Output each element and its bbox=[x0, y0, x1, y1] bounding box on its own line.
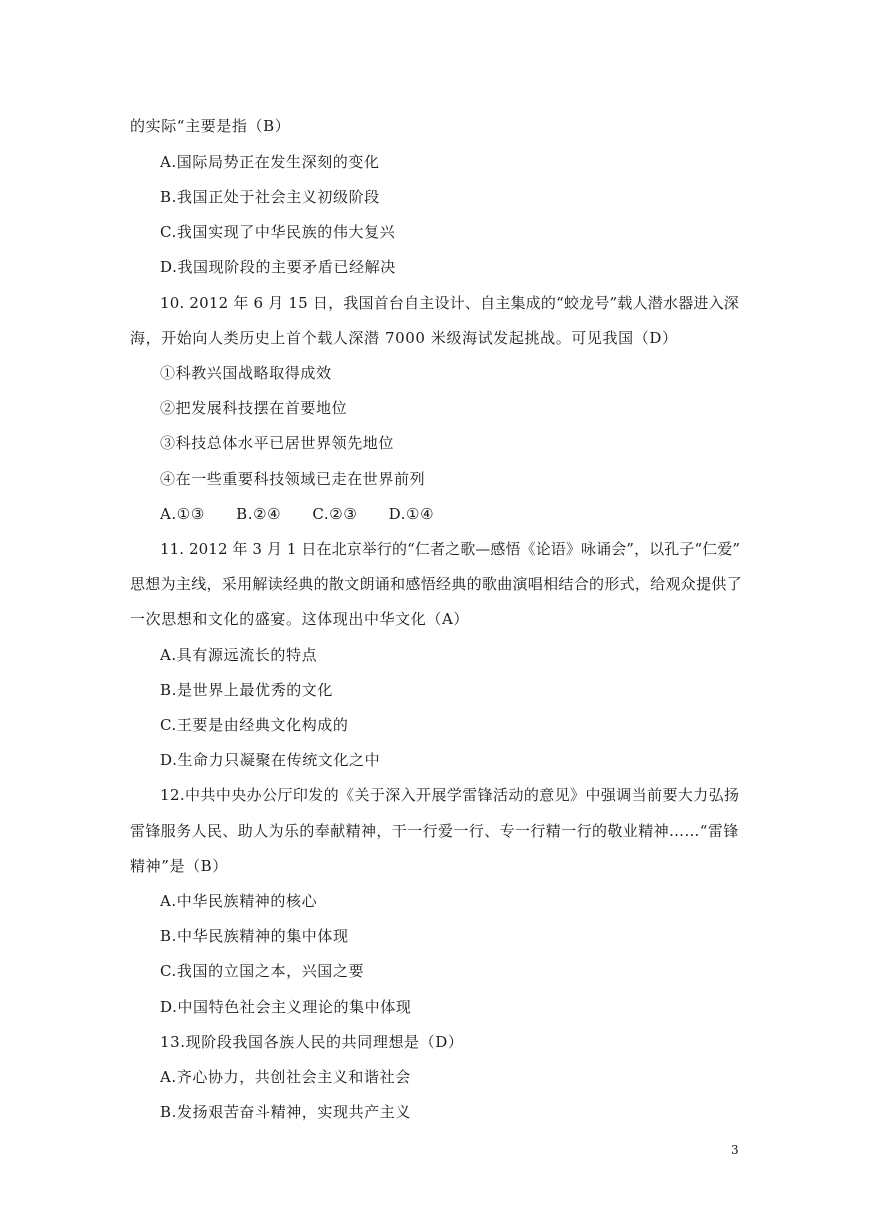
statement-line: ②把发展科技摆在首要地位 bbox=[160, 399, 348, 417]
text-line: 的实际“主要是指（B） bbox=[130, 117, 291, 135]
option-line: D.中国特色社会主义理论的集中体现 bbox=[160, 998, 412, 1016]
page-number: 3 bbox=[731, 1143, 739, 1157]
option-line: A.具有源远流长的特点 bbox=[160, 646, 318, 664]
option-line: D.生命力只凝聚在传统文化之中 bbox=[160, 751, 381, 769]
option-line: C.我国实现了中华民族的伟大复兴 bbox=[160, 223, 396, 241]
option-line: B.是世界上最优秀的文化 bbox=[160, 681, 333, 699]
statement-line: ①科教兴国战略取得成效 bbox=[160, 364, 332, 382]
option-line: A.齐心协力，共创社会主义和谐社会 bbox=[160, 1068, 411, 1086]
option-line: A.中华民族精神的核心 bbox=[160, 892, 318, 910]
statement-line: ④在一些重要科技领域已走在世界前列 bbox=[160, 470, 426, 488]
question-13-line-1: 13.现阶段我国各族人民的共同理想是（D） bbox=[160, 1033, 464, 1051]
option-line: B.中华民族精神的集中体现 bbox=[160, 927, 349, 945]
question-10-line-1: 10. 2012 年 6 月 15 日，我国首台自主设计、自主集成的“蛟龙号”载人潜水器进入深 bbox=[160, 294, 740, 312]
options-row: A.①③ B.②④ C.②③ D.①④ bbox=[160, 505, 435, 523]
option-line: B.发扬艰苦奋斗精神，实现共产主义 bbox=[160, 1103, 411, 1121]
question-11-line-1: 11. 2012 年 3 月 1 日在北京举行的“仁者之歌—感悟《论语》咏诵会”，以孔子“仁爱” bbox=[160, 540, 741, 558]
question-12-line-2: 雷锋服务人民、助人为乐的奉献精神，干一行爱一行、专一行精一行的敬业精神……“雷锋 bbox=[130, 822, 739, 840]
question-12-line-1: 12.中共中央办公厅印发的《关于深入开展学雷锋活动的意见》中强调当前要大力弘扬 bbox=[160, 786, 740, 804]
option-line: D.我国现阶段的主要矛盾已经解决 bbox=[160, 258, 396, 276]
question-10-line-2: 海，开始向人类历史上首个载人深潜 7000 米级海试发起挑战。可见我国（D） bbox=[130, 329, 678, 347]
question-12-line-3: 精神”是（B） bbox=[130, 857, 228, 875]
question-11-line-3: 一次思想和文化的盛宴。这体现出中华文化（A） bbox=[130, 610, 470, 628]
option-line: B.我国正处于社会主义初级阶段 bbox=[160, 188, 380, 206]
option-line: C.我国的立国之本，兴国之要 bbox=[160, 962, 365, 980]
statement-line: ③科技总体水平已居世界领先地位 bbox=[160, 434, 395, 452]
option-line: C.王要是由经典文化构成的 bbox=[160, 716, 349, 734]
question-11-line-2: 思想为主线，采用解读经典的散文朗诵和感悟经典的歌曲演唱相结合的形式，给观众提供了 bbox=[130, 575, 743, 593]
option-line: A.国际局势正在发生深刻的变化 bbox=[160, 153, 380, 171]
